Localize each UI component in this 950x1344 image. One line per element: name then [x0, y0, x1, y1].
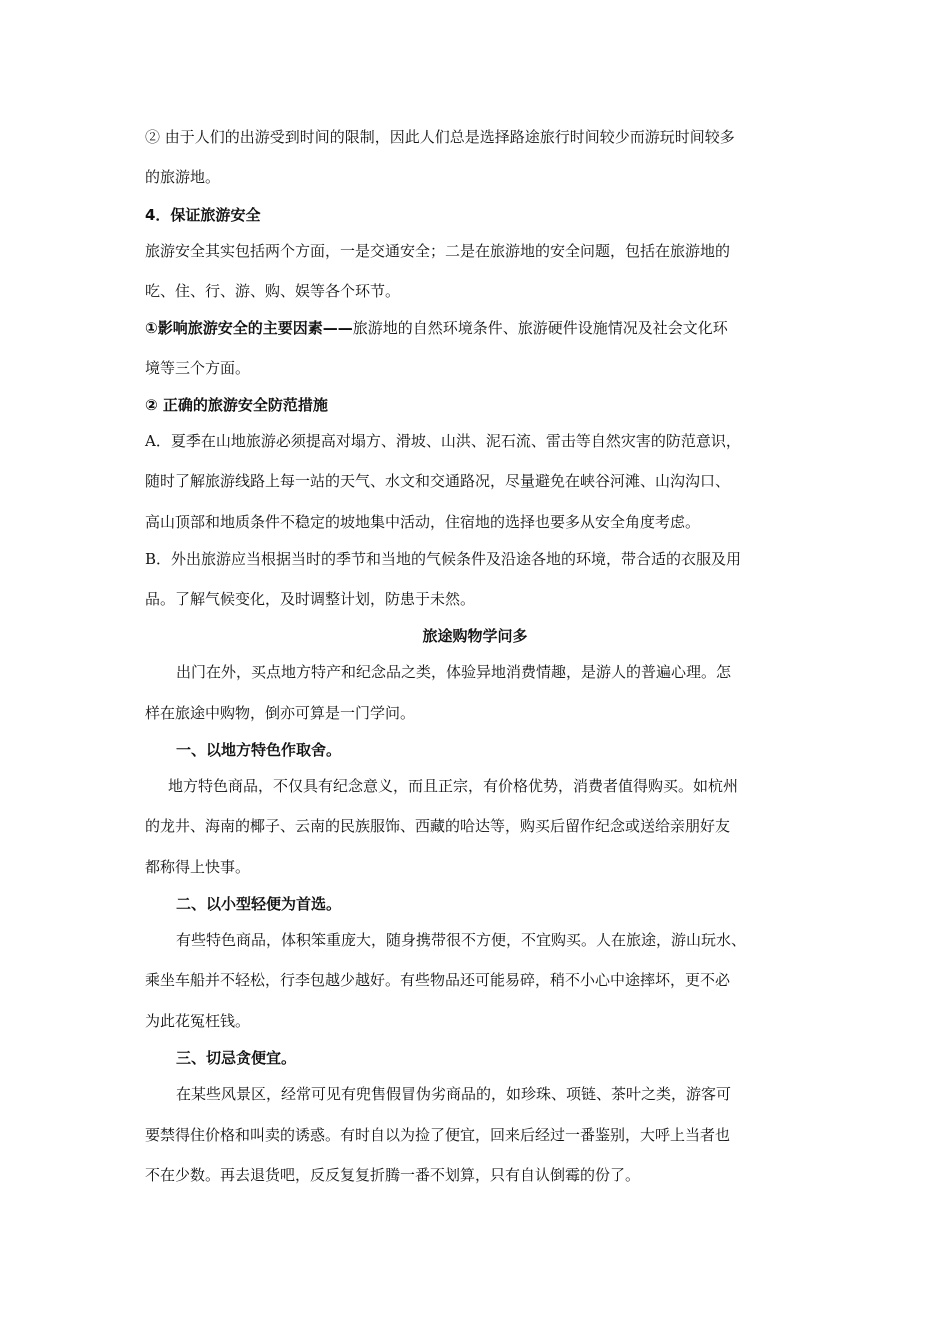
paragraph-line: 出门在外，买点地方特产和纪念品之类，体验异地消费情趣，是游人的普遍心理。怎 — [176, 663, 732, 681]
paragraph-line: 要禁得住价格和叫卖的诱惑。有时自以为捡了便宜，回来后经过一番鉴别，大呼上当者也 — [145, 1126, 731, 1144]
section-heading: 二、以小型轻便为首选。 — [176, 895, 342, 913]
subsection-heading: ② 正确的旅游安全防范措施 — [145, 396, 328, 414]
section-heading: 4．保证旅游安全 — [145, 206, 261, 224]
paragraph-line: 样在旅途中购物，倒亦可算是一门学问。 — [145, 704, 416, 722]
paragraph-line: 有些特色商品，体积笨重庞大，随身携带很不方便，不宜购买。人在旅途，游山玩水、 — [176, 931, 747, 949]
paragraph-line: A．夏季在山地旅游必须提高对塌方、滑坡、山洪、泥石流、雷击等自然灾害的防范意识， — [145, 432, 741, 450]
text-run: 旅游地的自然环境条件、旅游硬件设施情况及社会文化环 — [352, 319, 728, 337]
paragraph-line: 的龙井、海南的椰子、云南的民族服饰、西藏的哈达等，购买后留作纪念或送给亲朋好友 — [145, 817, 731, 835]
paragraph-line: 吃、住、行、游、购、娱等各个环节。 — [145, 282, 401, 300]
paragraph-line: ② 由于人们的出游受到时间的限制，因此人们总是选择路途旅行时间较少而游玩时间较多 — [145, 128, 735, 146]
paragraph-line: 为此花冤枉钱。 — [145, 1012, 251, 1030]
paragraph-line: 境等三个方面。 — [145, 359, 251, 377]
paragraph-line: 乘坐车船并不轻松，行李包越少越好。有些物品还可能易碎，稍不小心中途摔坏，更不必 — [145, 971, 731, 989]
paragraph-line: B．外出旅游应当根据当时的季节和当地的气候条件及沿途各地的环境，带合适的衣服及用 — [145, 550, 742, 568]
paragraph-line: 都称得上快事。 — [145, 858, 251, 876]
paragraph-line: 随时了解旅游线路上每一站的天气、水文和交通路况，尽量避免在峡谷河滩、山沟沟口、 — [145, 472, 731, 490]
paragraph-line: 地方特色商品，不仅具有纪念意义，而且正宗，有价格优势，消费者值得购买。如杭州 — [168, 777, 739, 795]
paragraph-line: 旅游安全其实包括两个方面，一是交通安全；二是在旅游地的安全问题，包括在旅游地的 — [145, 242, 731, 260]
paragraph-line: 品。了解气候变化，及时调整计划，防患于未然。 — [145, 590, 476, 608]
section-heading: 三、切忌贪便宜。 — [176, 1049, 297, 1067]
article-title: 旅途购物学问多 — [422, 627, 528, 645]
paragraph-line: 不在少数。再去退货吧，反反复复折腾一番不划算，只有自认倒霉的份了。 — [145, 1166, 641, 1184]
paragraph-line — [145, 318, 728, 338]
paragraph-line: 的旅游地。 — [145, 168, 221, 186]
section-heading: 一、以地方特色作取舍。 — [176, 741, 342, 759]
bold-lead: ①影响旅游安全的主要因素—— — [145, 319, 353, 337]
paragraph-line: 高山顶部和地质条件不稳定的坡地集中活动，住宿地的选择也要多从安全角度考虑。 — [145, 513, 701, 531]
paragraph-line: 在某些风景区，经常可见有兜售假冒伪劣商品的，如珍珠、项链、茶叶之类，游客可 — [176, 1085, 732, 1103]
